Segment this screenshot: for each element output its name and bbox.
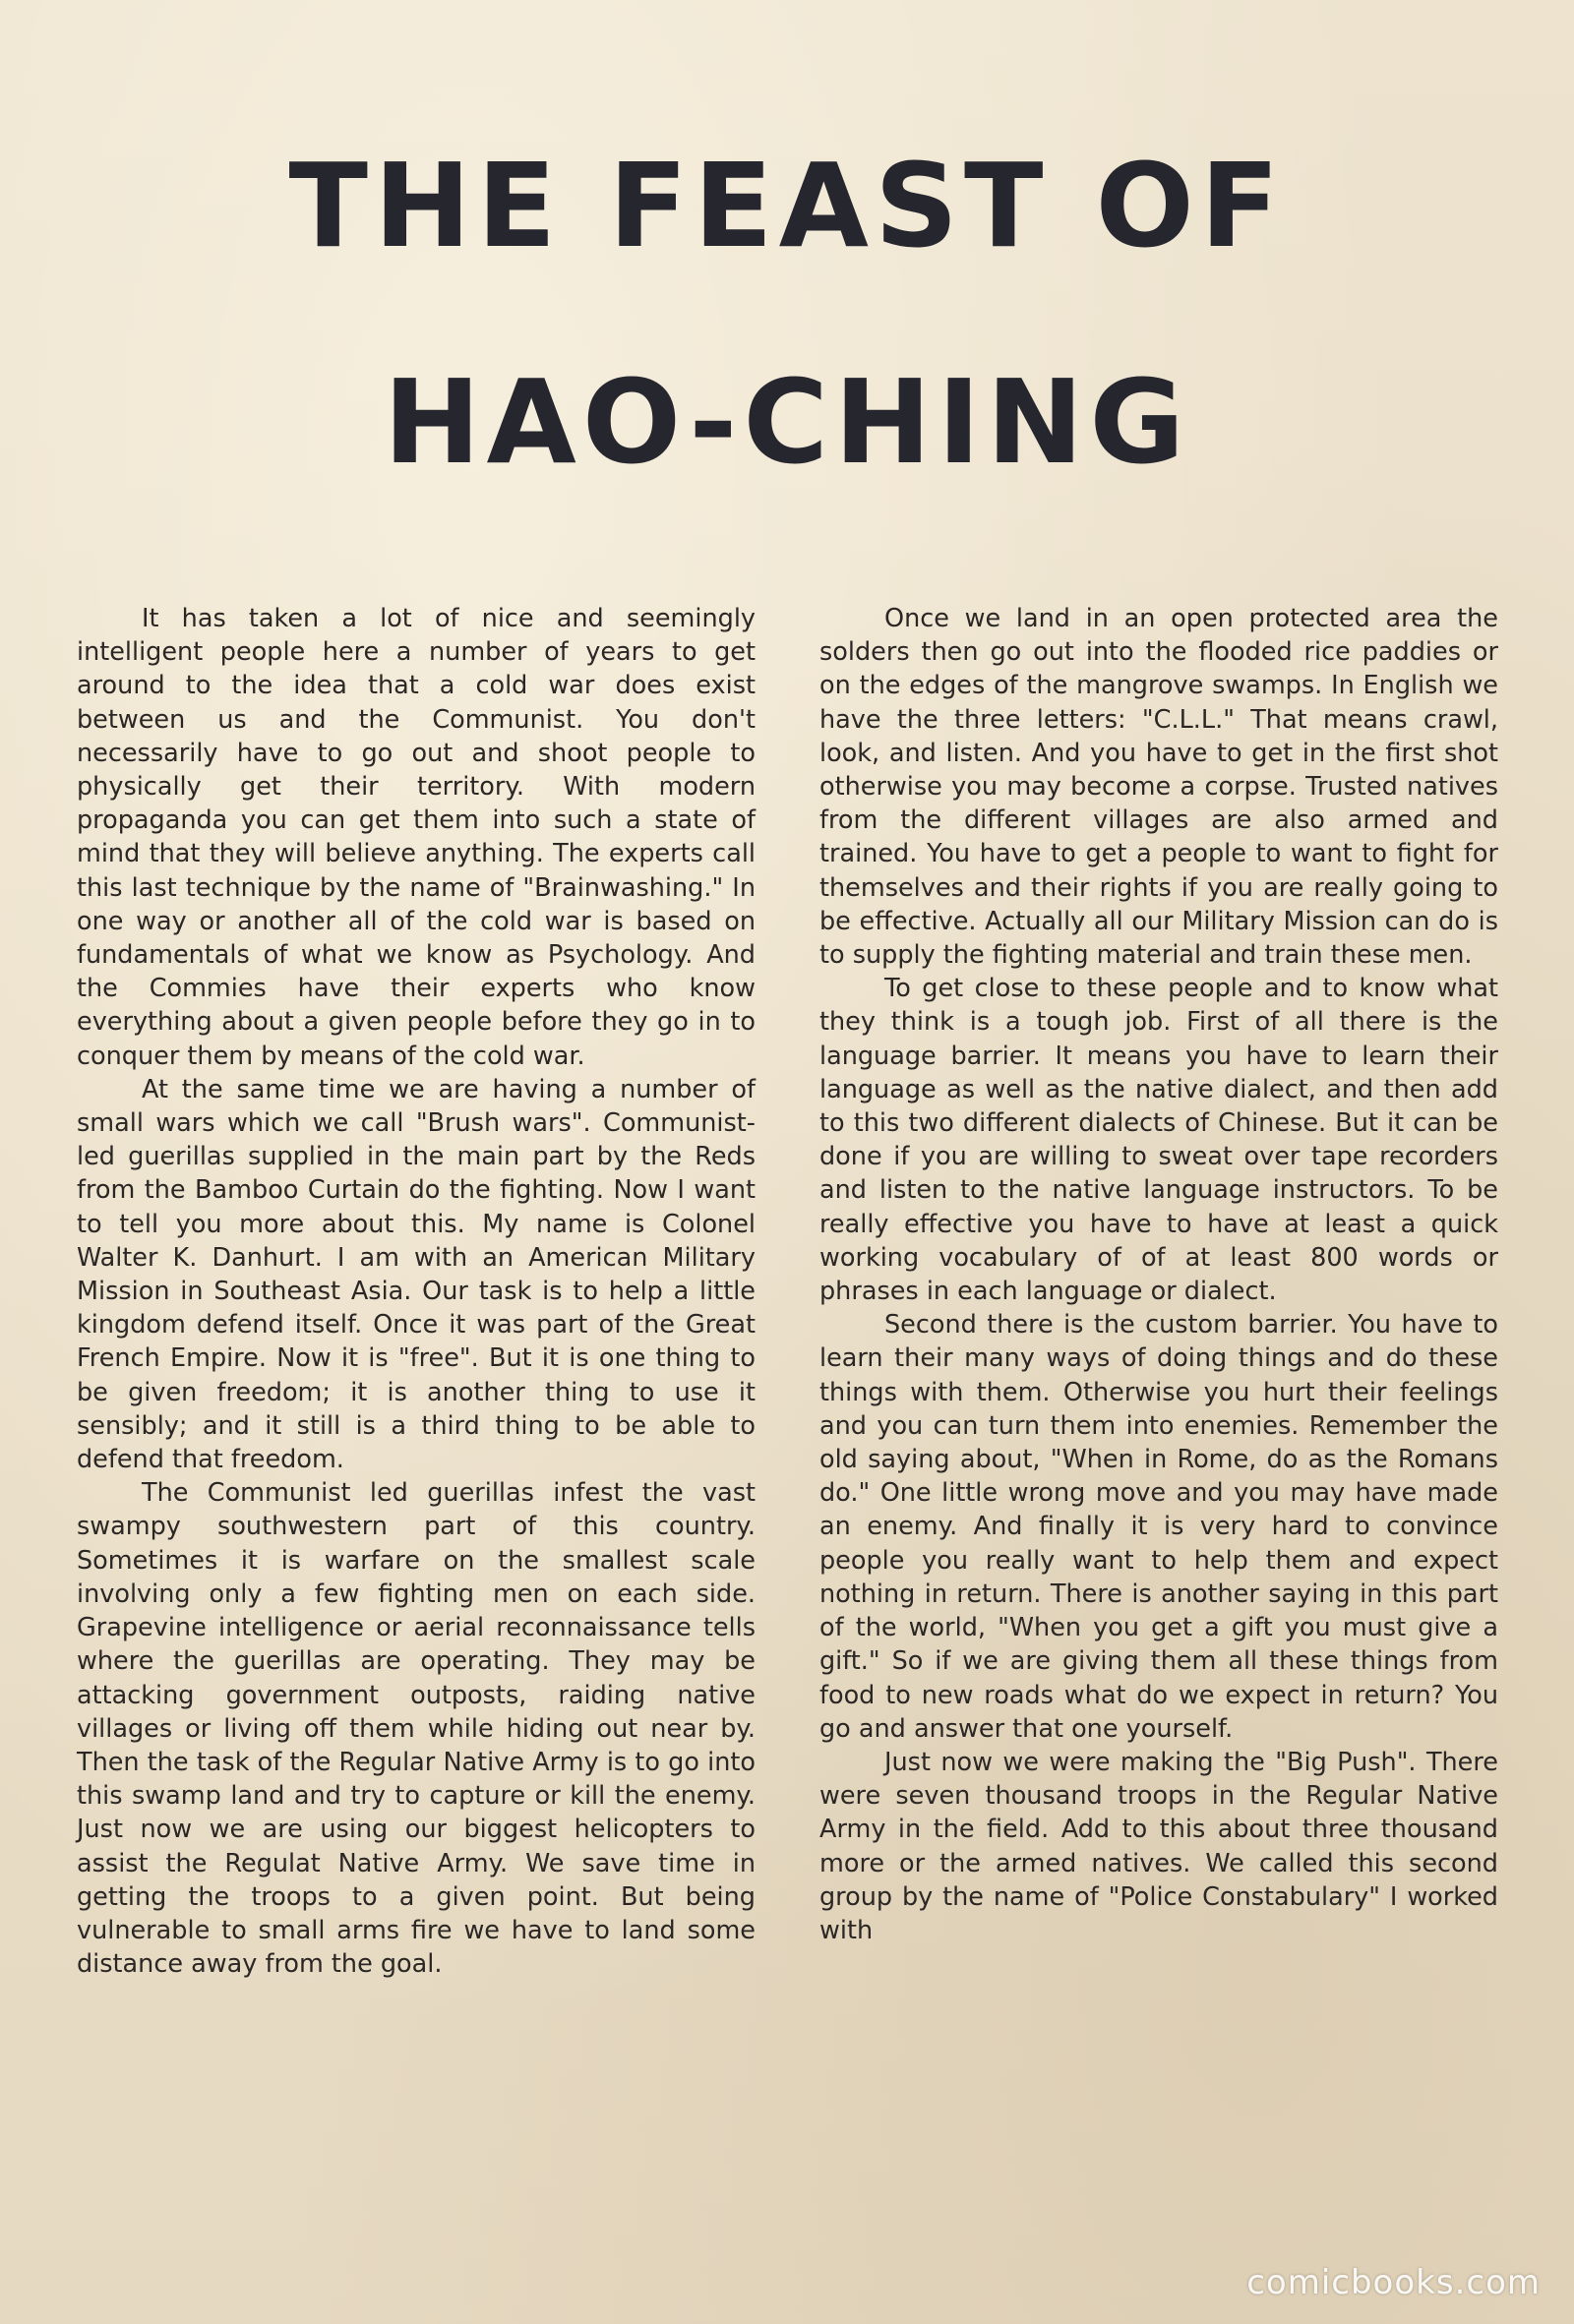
- paragraph-brush-wars: At the same time we are having a number of small wars which we call "Brush wars". Communist-led guerillas supplied in the main part by the Reds from the Bamboo Curtain do the fighting. Now I want to tell you more about this. My name is Colonel Walter K. Danhurt. I am with an American Military Mission in Southeast Asia. Our task is to help a little kingdom defend itself. Once it was part of the Great French Empire. Now it is "free". But it is one thing to be given freedom; it is another thing to use it sensibly; and it still is a third thing to be able to defend that freedom.: [77, 1074, 756, 1475]
- paragraph-big-push: Just now we were making the "Big Push". There were seven thousand troops in the Regular Native Army in the field. Add to this about three thousand more or the armed natives. We called this second group by the name of "Police Constabulary" I worked with: [819, 1747, 1498, 1945]
- paragraph-custom-barrier: Second there is the custom barrier. You have to learn their many ways of doing things and do these things with them. Otherwise you hurt their feelings and you can turn them into enemies. Remember the old saying about, "When in Rome, do as the Romans do." One little wrong move and you may have made an enemy. And finally it is very hard to convince people you really want to help them and expect nothing in return. There is another saying in this part of the world, "When you get a gift you must give a gift." So if we are giving them all these things from food to new roads what do we expect in return? You go and answer that one yourself.: [819, 1310, 1498, 1744]
- site-watermark: comicbooks.com: [1246, 2263, 1541, 2302]
- story-title-line-2: HAO-CHING: [383, 354, 1191, 490]
- paragraph-language-barrier: To get close to these people and to know what they think is a tough job. First of all there is the language barrier. It means you have to learn their language as well as the native dialect, and then add to this two different dialects of Chinese. But it can be done if you are willing to sweat over tape recorders and listen to the native language instructors. To be really effective you have to have at least a quick working vocabulary of of at least 800 words or phrases in each language or dialect.: [819, 974, 1498, 1307]
- right-text-column: [819, 602, 1498, 1947]
- story-title-line-1: THE FEAST OF: [288, 138, 1286, 273]
- paragraph-cold-war: It has taken a lot of nice and seemingly intelligent people here a number of years to get around to the idea that a cold war does exist between us and the Communist. You don't necessarily have to go out and shoot people to physically get their territory. With modern propaganda you can get them into such a state of mind that they will believe anything. The experts call this last technique by the name of "Brainwashing." In one way or another all of the cold war is based on fundamentals of what we know as Psychology. And the Commies have their experts who know everything about a given people before they go in to conquer them by means of the cold war.: [77, 604, 756, 1071]
- left-text-column: [77, 602, 756, 1981]
- paragraph-guerillas: The Communist led guerillas infest the vast swampy southwestern part of this country. Sometimes it is warfare on the smallest scale involving only a few fighting men on each side. Grapevine intelligence or aerial reconnaissance tells where the guerillas are operating. They may be attacking government outposts, raiding native villages or living off them while hiding out near by. Then the task of the Regular Native Army is to go into this swamp land and try to capture or kill the enemy. Just now we are using our biggest helicopters to assist the Regulat Native Army. We save time in getting the troops to a given point. But being vulnerable to small arms fire we have to land some distance away from the goal.: [77, 1478, 756, 1980]
- paragraph-landing: Once we land in an open protected area the solders then go out into the flooded rice paddies or on the edges of the mangrove swamps. In English we have the three letters: "C.L.L." That means crawl, look, and listen. And you have to get in the first shot otherwise you may become a corpse. Trusted natives from the different villages are also armed and trained. You have to get a people to want to fight for themselves and their rights if you are really going to be effective. Actually all our Military Mission can do is to supply the fighting material and train these men.: [819, 604, 1498, 971]
